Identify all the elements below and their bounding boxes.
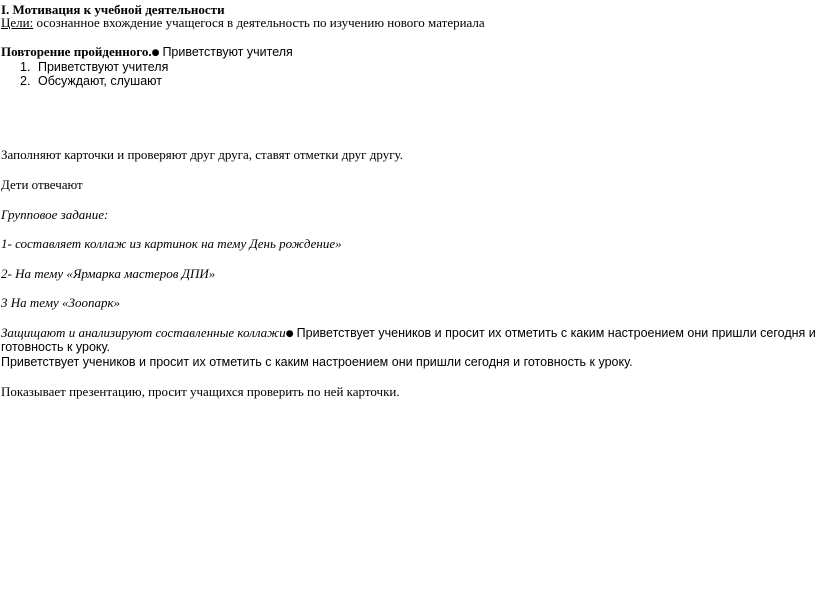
task-1: 1- составляет коллаж из картинок на тему День рождение» <box>1 236 342 251</box>
greet-line-1: Приветствует учеников и просит их отметить с каким настроением они пришли сегодня и <box>296 326 816 340</box>
review-label: Повторение пройденного. <box>1 44 152 59</box>
list-item-text: Приветствуют учителя <box>38 60 169 74</box>
section-title: I. Мотивация к учебной деятельности <box>1 2 225 17</box>
children-answer-paragraph: Дети отвечают <box>1 177 83 192</box>
goals-line <box>1 15 485 30</box>
list-item-number: 1. <box>20 60 31 74</box>
review-bullet-text: Приветствуют учителя <box>162 45 293 59</box>
task-3: 3 На тему «Зоопарк» <box>1 295 121 310</box>
goals-text: осознанное вхождение учащегося в деятельность по изучению нового материала <box>33 15 485 30</box>
group-task-heading: Групповое задание: <box>1 207 109 222</box>
greet-line-2: готовность к уроку. <box>1 340 110 354</box>
cards-paragraph: Заполняют карточки и проверяют друг друга, ставят отметки друг другу. <box>1 147 403 162</box>
review-line <box>1 44 293 61</box>
bullet-dot-icon: ● <box>285 329 294 339</box>
presentation-paragraph: Показывает презентацию, просит учащихся проверить по ней карточки. <box>1 384 400 399</box>
defend-text: Защищают и анализируют составленные коллажи <box>1 325 286 340</box>
list-item <box>20 74 162 89</box>
greet-repeat-paragraph: Приветствует учеников и просит их отметить с каким настроением они пришли сегодня и готовность к уроку. <box>1 355 633 369</box>
list-item-number: 2. <box>20 74 31 88</box>
list-item-text: Обсуждают, слушают <box>38 74 162 88</box>
list-item <box>20 60 168 75</box>
goals-label: Цели: <box>1 15 34 30</box>
bullet-dot-icon: ● <box>151 48 160 58</box>
defend-line <box>1 325 816 342</box>
task-2: 2- На тему «Ярмарка мастеров ДПИ» <box>1 266 216 281</box>
